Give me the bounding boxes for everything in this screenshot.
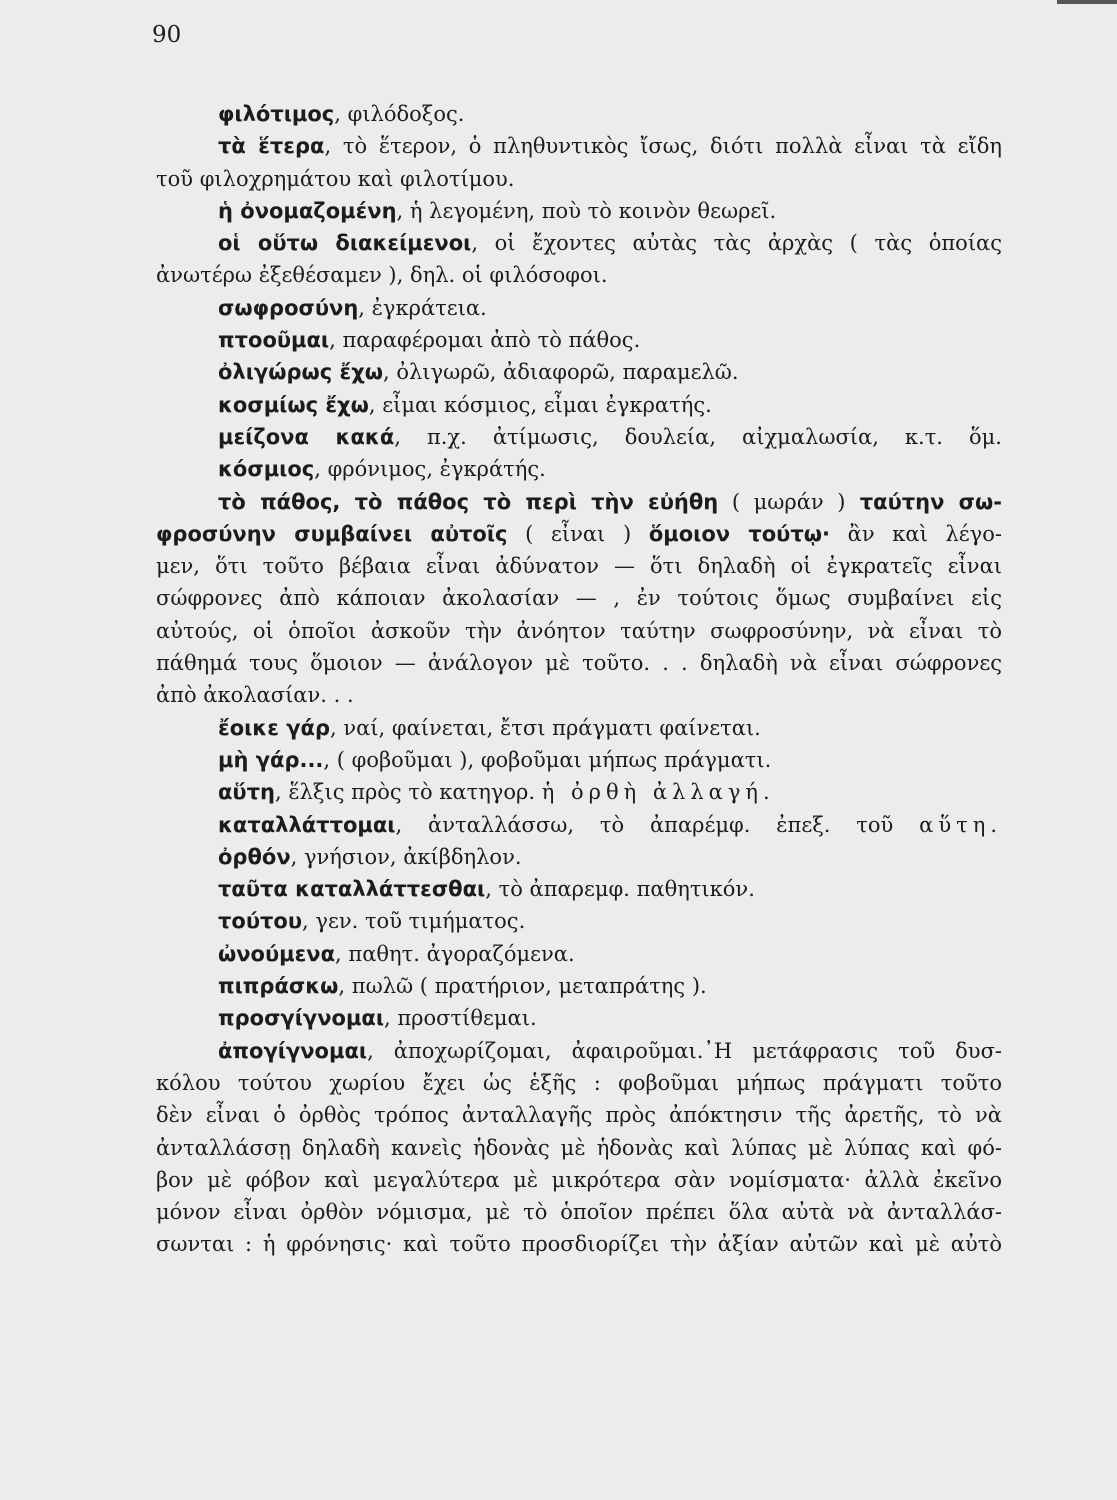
lemma-term: καταλλάττομαι	[218, 812, 396, 837]
gloss-text: εἶμαι κόσμιος, εἶμαι ἐγκρατής.	[382, 392, 712, 417]
lemma-term: σωφροσύνη	[218, 295, 359, 320]
text-line	[156, 679, 1002, 711]
line-text: τοῦ φιλοχρημάτου καὶ φιλοτίμου.	[156, 166, 515, 191]
gloss-text: π.χ. ἀτίμωσις, δουλεία, αἰχμαλωσία, κ.τ. ὅμ.	[426, 424, 1002, 449]
glossary-entry	[156, 389, 1002, 421]
lemma-term: ταῦτα καταλλάττεσθαι	[218, 877, 486, 902]
lemma-term: πτοοῦμαι	[218, 328, 330, 353]
glossary-entry	[156, 227, 1002, 259]
gloss-text: ( μωράν )	[731, 489, 846, 514]
lemma-term: αὕτη	[218, 780, 275, 805]
gloss-text: γνήσιον, ἀκίβδηλον.	[303, 844, 522, 869]
lemma-separator: ,	[338, 974, 352, 999]
lemma-term: κόσμιος	[218, 457, 315, 482]
glossary-entry	[156, 938, 1002, 970]
glossary-entry	[156, 1002, 1002, 1034]
lemma-separator: ,	[395, 812, 429, 837]
lemma-separator: ,	[290, 844, 304, 869]
spaced-emphasis: ἡ ὀρθὴ ἀλλαγή.	[541, 780, 775, 805]
line-text: ἀνωτέρω ἐξεθέσαμεν ), δηλ. οἱ φιλόσοφοι.	[156, 263, 608, 288]
lemma-term-continued: ταύτην σω-	[845, 489, 1002, 514]
gloss-text: ἂν καὶ λέγο-	[830, 521, 1002, 546]
glossary-entry	[156, 356, 1002, 388]
commentary-text	[156, 98, 1002, 1261]
glossary-entry	[156, 453, 1002, 485]
text-line	[156, 1067, 1002, 1099]
glossary-entry	[156, 486, 1002, 518]
lemma-separator: ,	[485, 877, 499, 902]
lemma-term: μὴ γάρ...	[218, 747, 324, 772]
line-text: μεν, ὅτι τοῦτο βέβαια εἶναι ἀδύνατον — ὅτι δηλαδὴ οἱ ἐγκρατεῖς εἶναι	[156, 554, 1002, 579]
text-line	[156, 163, 1002, 195]
lemma-term: ἔοικε γάρ	[218, 715, 330, 740]
lemma-term: τούτου	[218, 909, 303, 934]
glossary-entry	[156, 130, 1002, 162]
glossary-entry	[156, 98, 1002, 130]
glossary-entry	[156, 809, 1002, 841]
lemma-separator: ,	[329, 328, 343, 353]
glossary-entry	[156, 324, 1002, 356]
gloss-text: ὀλιγωρῶ, ἀδιαφορῶ, παραμελῶ.	[396, 360, 739, 385]
lemma-term: μείζονα κακά	[218, 424, 395, 449]
gloss-text: γεν. τοῦ τιμήματος.	[315, 909, 526, 934]
glossary-entry	[156, 421, 1002, 453]
glossary-entry	[156, 518, 1002, 550]
lemma-separator: ,	[384, 1006, 398, 1031]
glossary-entry	[156, 292, 1002, 324]
line-text: βον μὲ φόβον καὶ μεγαλύτερα μὲ μικρότερα σὰν νομίσματα· ἀλλὰ ἐκεῖνο	[156, 1167, 1002, 1192]
lemma-term: τὸ πάθος, τὸ πάθος τὸ περὶ τὴν εὐήθη	[218, 489, 719, 514]
text-line	[156, 1196, 1002, 1228]
lemma-separator: ,	[274, 780, 289, 805]
lemma-separator: ,	[334, 102, 348, 126]
gloss-text: φιλόδοξος.	[347, 102, 465, 126]
page-number: 90	[152, 22, 182, 48]
lemma-term: προσγίγνομαι	[218, 1006, 385, 1031]
lemma-separator: ,	[367, 1038, 394, 1063]
lemma-term: τὰ ἕτερα	[218, 134, 325, 159]
text-line	[156, 647, 1002, 679]
gloss-text: ( εἶναι )	[507, 521, 649, 546]
text-line	[156, 582, 1002, 614]
gloss-text: ἕλξις πρὸς τὸ κατηγορ.	[288, 780, 542, 805]
glossary-entry	[156, 195, 1002, 227]
text-line	[156, 615, 1002, 647]
lemma-separator: ,	[324, 134, 343, 159]
line-text: σωνται : ἡ φρόνησις· καὶ τοῦτο προσδιορίζει τὴν ἀξίαν αὐτῶν καὶ μὲ αὐτὸ	[156, 1232, 1002, 1257]
gloss-text: παραφέρομαι ἀπὸ τὸ πάθος.	[342, 328, 641, 353]
line-text: ἀνταλλάσσῃ δηλαδὴ κανεὶς ἡδονὰς μὲ ἡδονὰς καὶ λύπας μὲ λύπας καὶ φό-	[156, 1135, 1002, 1160]
lemma-separator: ,	[329, 715, 344, 740]
glossary-entry	[156, 841, 1002, 873]
gloss-text: ( φοβοῦμαι ), φοβοῦμαι μήπως πράγματι.	[336, 747, 772, 772]
lemma-separator: ,	[302, 909, 316, 934]
lemma-term: κοσμίως ἔχω	[218, 392, 369, 417]
text-line	[156, 550, 1002, 582]
gloss-text: ἀποχωρίζομαι, ἀφαιροῦμαι.᾿Η μετάφρασις τοῦ δυσ-	[393, 1038, 1002, 1063]
text-line	[156, 1132, 1002, 1164]
gloss-text: παθητ. ἀγοραζόμενα.	[348, 941, 575, 966]
lemma-term: φροσύνην συμβαίνει αὐτοῖς	[156, 521, 508, 546]
glossary-entry	[156, 873, 1002, 905]
lemma-separator: ,	[358, 295, 372, 320]
lemma-term: ἡ ὀνομαζομένη	[218, 198, 397, 223]
line-text: μόνον εἶναι ὀρθὸν νόμισμα, μὲ τὸ ὁποῖον πρέπει ὅλα αὐτὰ νὰ ἀνταλλάσ-	[156, 1200, 1002, 1225]
glossary-entry	[156, 1035, 1002, 1067]
line-text: σώφρονες ἀπὸ κάποιαν ἀκολασίαν — , ἐν τούτοις ὅμως συμβαίνει εἰς	[156, 586, 1002, 611]
glossary-entry	[156, 712, 1002, 744]
gloss-text: ναί, φαίνεται, ἔτσι πράγματι φαίνεται.	[343, 715, 761, 740]
lemma-separator: ,	[396, 198, 410, 223]
lemma-term: ὀρθόν	[218, 844, 291, 869]
gloss-text: ἐγκράτεια.	[371, 295, 487, 320]
lemma-separator: ,	[314, 457, 328, 482]
gloss-text: ἡ λεγομένη, ποὺ τὸ κοινὸν θεωρεῖ.	[409, 198, 777, 223]
lemma-term: οἱ οὕτω διακείμενοι	[218, 231, 472, 256]
lemma-term: ἀπογίγνομαι	[218, 1038, 368, 1063]
gloss-text: οἱ ἔχοντες αὐτὰς τὰς ἀρχὰς ( τὰς ὁποίας	[494, 231, 1002, 256]
lemma-term: πιπράσκω	[218, 974, 339, 999]
lemma-separator: ,	[383, 360, 397, 385]
lemma-term: ὀλιγώρως ἔχω	[218, 360, 383, 385]
lemma-separator: ,	[323, 747, 337, 772]
line-text: πάθημά τους ὅμοιον — ἀνάλογον μὲ τοῦτο. . . δηλαδὴ νὰ εἶναι σώφρονες	[156, 651, 1002, 676]
lemma-separator: ,	[368, 392, 383, 417]
gloss-text: τὸ ἀπαρεμφ. παθητικόν.	[498, 877, 755, 902]
gloss-text: πωλῶ ( πρατήριον, μεταπράτης ).	[351, 974, 707, 999]
gloss-text: ἀνταλλάσσω, τὸ ἀπαρέμφ. ἐπεξ. τοῦ	[428, 812, 920, 837]
glossary-entry	[156, 776, 1002, 808]
text-line	[156, 259, 1002, 291]
line-text: αὐτούς, οἱ ὁποῖοι ἀσκοῦν τὴν ἀνόητον ταύτην σωφροσύνην, νὰ εἶναι τὸ	[156, 618, 1002, 643]
line-text: δὲν εἶναι ὁ ὀρθὸς τρόπος ἀνταλλαγῆς πρὸς ἀπόκτησιν τῆς ἀρετῆς, τὸ νὰ	[156, 1103, 1002, 1128]
glossary-entry	[156, 970, 1002, 1002]
glossary-entry	[156, 905, 1002, 937]
line-text: κόλου τούτου χωρίου ἔχει ὡς ἑξῆς : φοβοῦμαι μήπως πράγματι τοῦτο	[156, 1070, 1002, 1095]
lemma-separator	[718, 490, 732, 514]
text-line	[156, 1228, 1002, 1260]
page-edge-shadow	[1057, 0, 1117, 4]
lemma-term: ὠνούμενα	[218, 941, 336, 966]
text-line	[156, 1164, 1002, 1196]
line-text: ἀπὸ ἀκολασίαν. . .	[156, 683, 354, 708]
lemma-separator: ,	[471, 231, 495, 256]
gloss-text: τὸ ἕτερον, ὁ πληθυντικὸς ἴσως, διότι πολλὰ εἶναι τὰ εἴδη	[342, 134, 1002, 159]
lemma-term: φιλότιμος	[218, 102, 335, 126]
spaced-emphasis: αὕτη.	[919, 812, 1002, 837]
lemma-separator: ,	[394, 424, 427, 449]
text-line	[156, 1099, 1002, 1131]
gloss-text: προστίθεμαι.	[397, 1006, 537, 1031]
lemma-separator: ,	[335, 941, 349, 966]
glossary-entry	[156, 744, 1002, 776]
lemma-term: ὅμοιον τούτῳ·	[648, 521, 830, 546]
gloss-text: φρόνιμος, ἐγκράτής.	[327, 457, 546, 482]
